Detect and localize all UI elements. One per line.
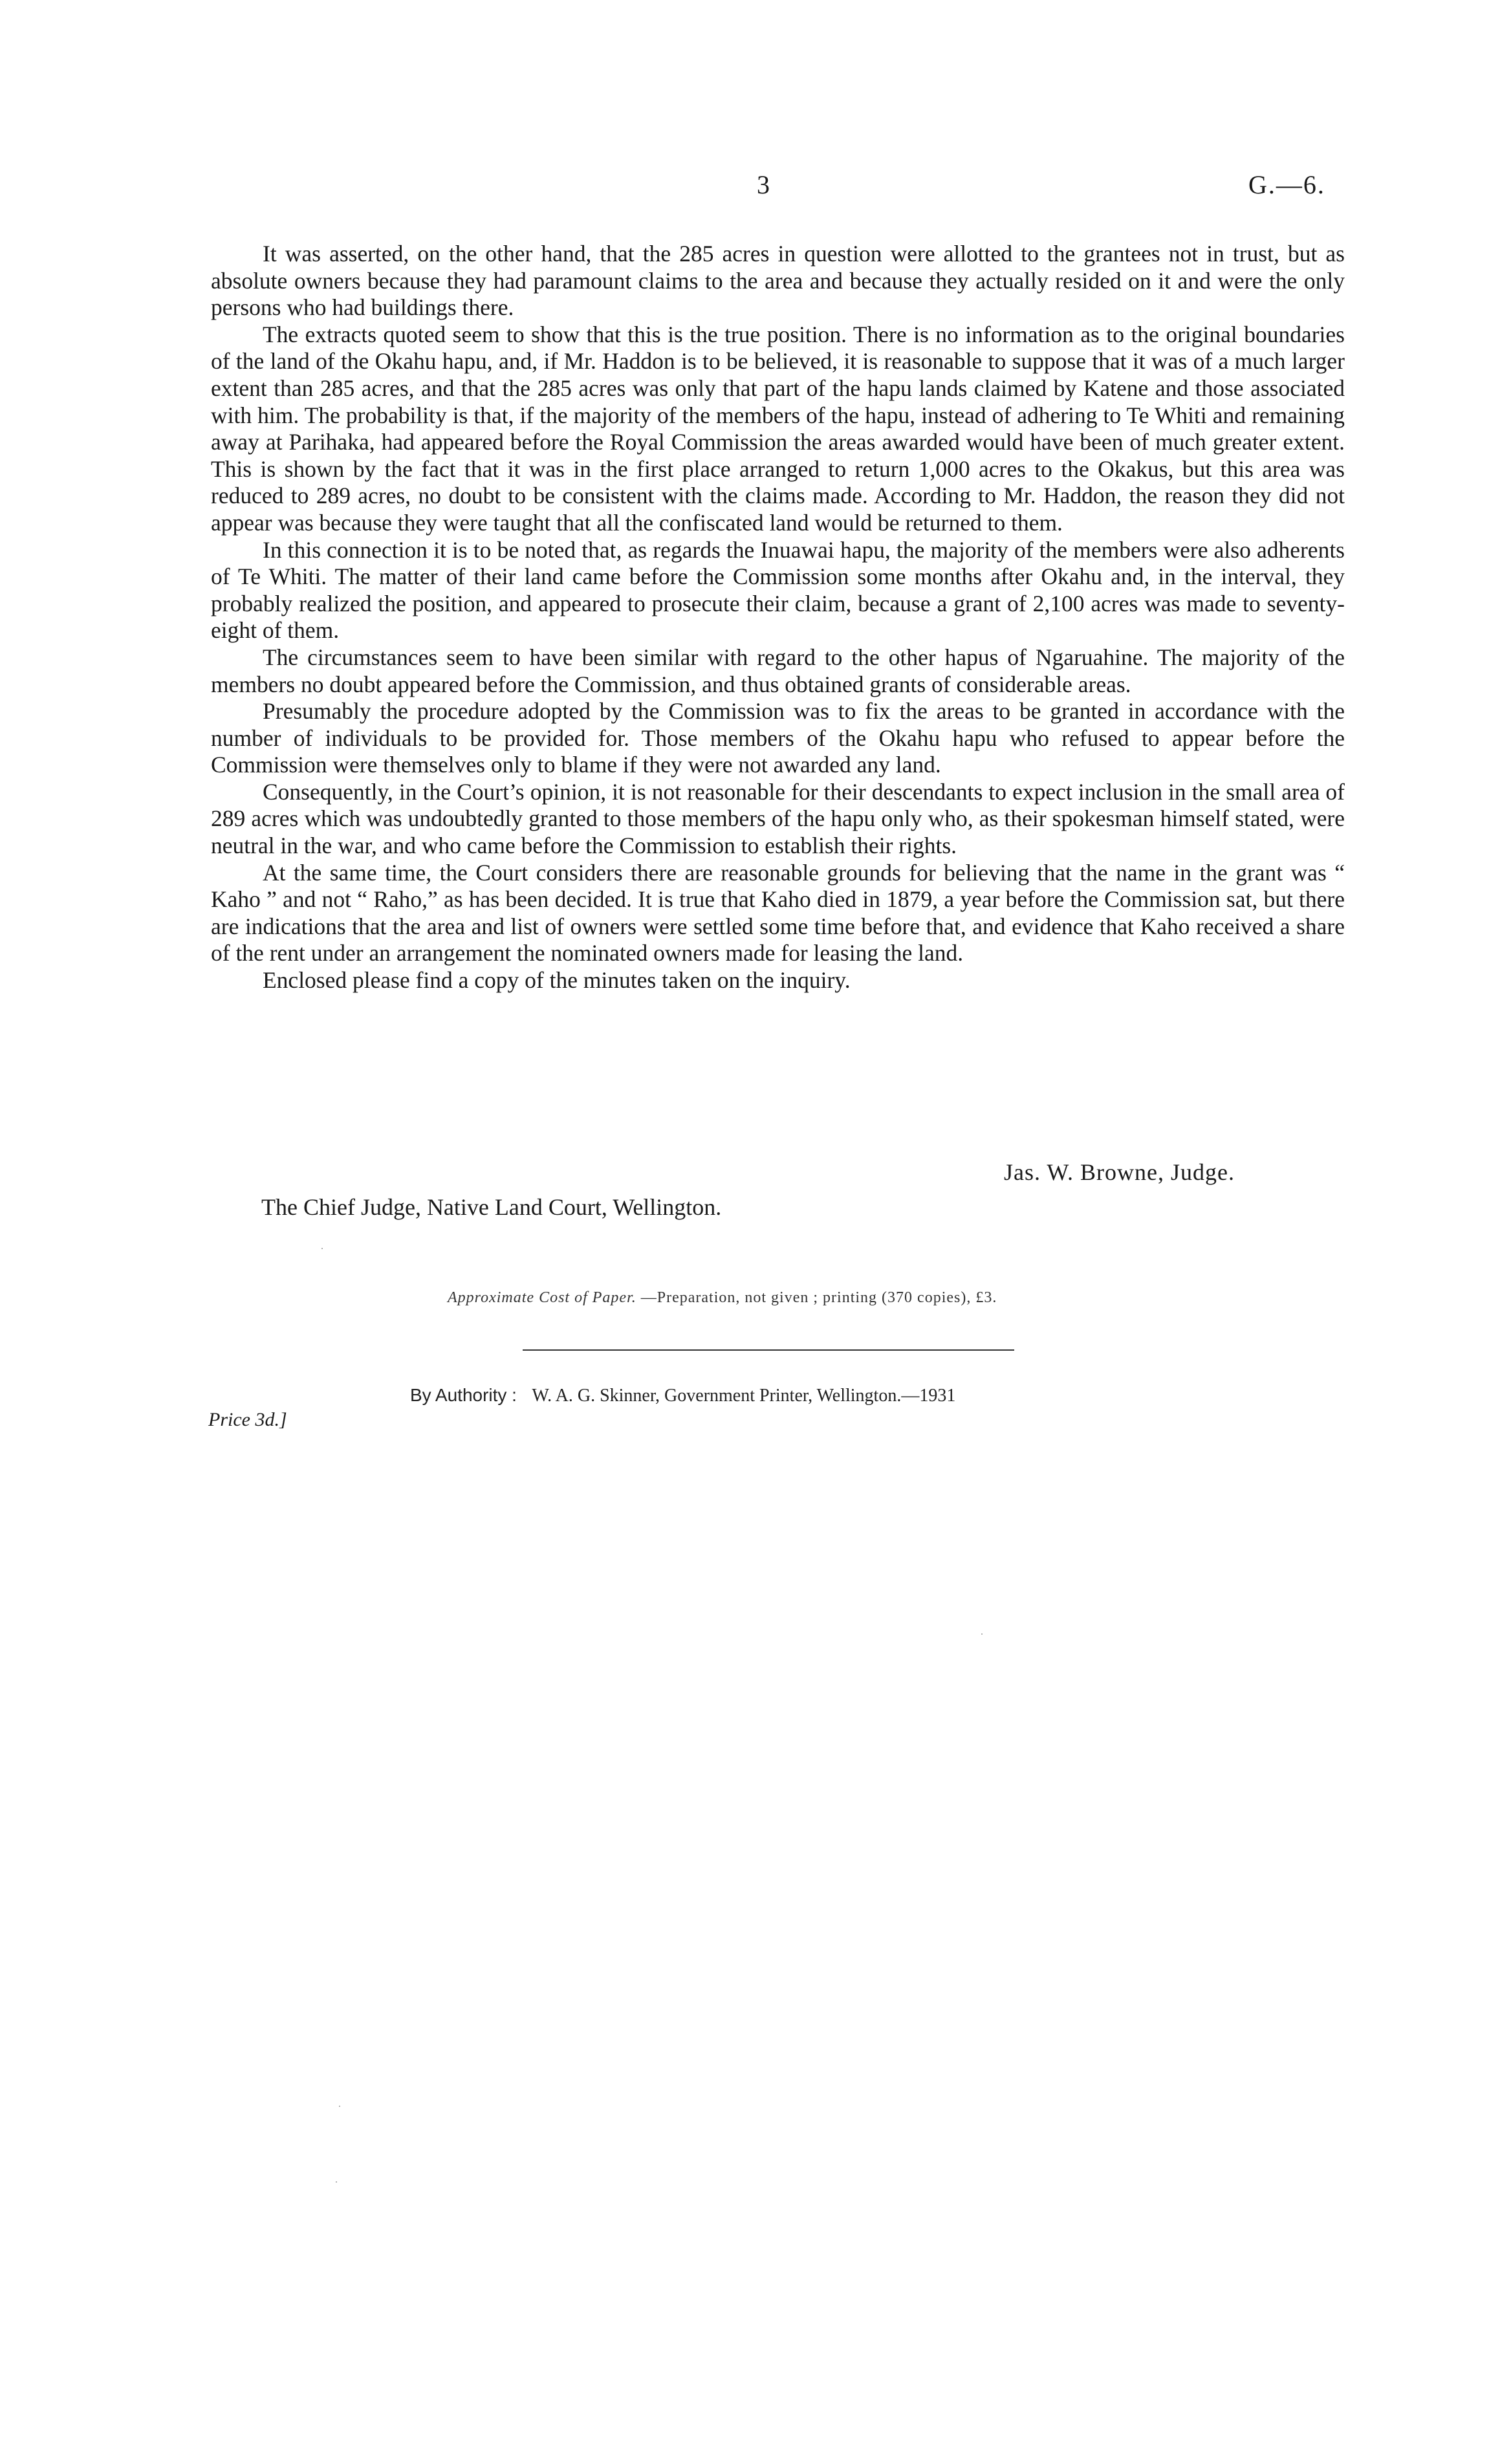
paragraph: It was asserted, on the other hand, that the 285 acres in question were allotted to the grantees not in trust, but as absolute owners because they had paramount claims to the area and because they actually resided on it and were the only persons who had buildings there. xyxy=(211,241,1345,321)
paragraph: In this connection it is to be noted that, as regards the Inuawai hapu, the majority of the members were also adherents of Te Whiti. The matter of their land came before the Commission some months after Okahu and, in the interval, they probably realized the position, and appeared to prosecute their claim, because a grant of 2,100 acres was made to seventy-eight of them. xyxy=(211,536,1345,644)
footer-divider xyxy=(523,1349,1014,1351)
paragraph: Presumably the procedure adopted by the Commission was to fix the areas to be granted in accordance with the number of individuals to be provided for. Those members of the Okahu hapu who refused to appear before the Commission were themselves only to blame if they were not awarded any land. xyxy=(211,698,1345,778)
printer-imprint: W. A. G. Skinner, Government Printer, Wellington.—1931 xyxy=(532,1386,956,1406)
letter-body xyxy=(211,241,1345,994)
scan-speck xyxy=(336,2181,337,2183)
price: Price 3d.] xyxy=(208,1409,287,1430)
paragraph: At the same time, the Court considers there are reasonable grounds for believing that the name in the grant was “ Kaho ” and not “ Raho,” as has been decided. It is true that Kaho died in 1879, a year before the Commission sat, but there are indications that the area and list of owners were settled some time before that, and evidence that Kaho received a share of the rent under an arrangement the nominated owners made for leasing the land. xyxy=(211,859,1345,966)
scan-speck xyxy=(981,1633,983,1635)
paragraph: Consequently, in the Court’s opinion, it is not reasonable for their descendants to expect inclusion in the small area of 289 acres which was undoubtedly granted to those members of the hapu only who, as their spokesman himself stated, were neutral in the war, and who came before the Commission to establish their rights. xyxy=(211,778,1345,859)
paragraph: The extracts quoted seem to show that this is the true position. There is no information as to the original boundaries of the land of the Okahu hapu, and, if Mr. Haddon is to be believed, it is reasonable to suppose that it was of a much larger extent than 285 acres, and that the 285 acres was only that part of the hapu lands claimed by Katene and those associated with him. The probability is that, if the majority of the members of the hapu, instead of adhering to Te Whiti and remaining away at Parihaka, had appeared before the Royal Commission the areas awarded would have been of much greater extent. This is shown by the fact that it was in the first place arranged to return 1,000 acres to the Okakus, but this area was reduced to 289 acres, no doubt to be consistent with the claims made. According to Mr. Haddon, the reason they did not appear was because they were taught that all the confiscated land would be returned to them. xyxy=(211,321,1345,536)
cost-label: Approximate Cost of Paper. xyxy=(448,1289,636,1306)
page-number: 3 xyxy=(757,170,770,199)
cost-detail: —Preparation, not given ; printing (370 copies), £3. xyxy=(640,1289,997,1306)
signature: Jas. W. Browne, Judge. xyxy=(1004,1159,1235,1185)
authority-prefix: By Authority : xyxy=(410,1385,517,1405)
paragraph: The circumstances seem to have been similar with regard to the other hapus of Ngaruahine. The majority of the members no doubt appeared before the Commission, and thus obtained grants of considerable areas. xyxy=(211,644,1345,697)
authority-line xyxy=(410,1385,955,1406)
scan-speck xyxy=(339,2106,340,2107)
paragraph: Enclosed please find a copy of the minutes taken on the inquiry. xyxy=(263,967,851,994)
scan-speck xyxy=(321,1248,323,1249)
addressee: The Chief Judge, Native Land Court, Wellington. xyxy=(261,1194,722,1220)
cost-note xyxy=(448,1289,997,1307)
document-reference: G.—6. xyxy=(1248,170,1325,199)
